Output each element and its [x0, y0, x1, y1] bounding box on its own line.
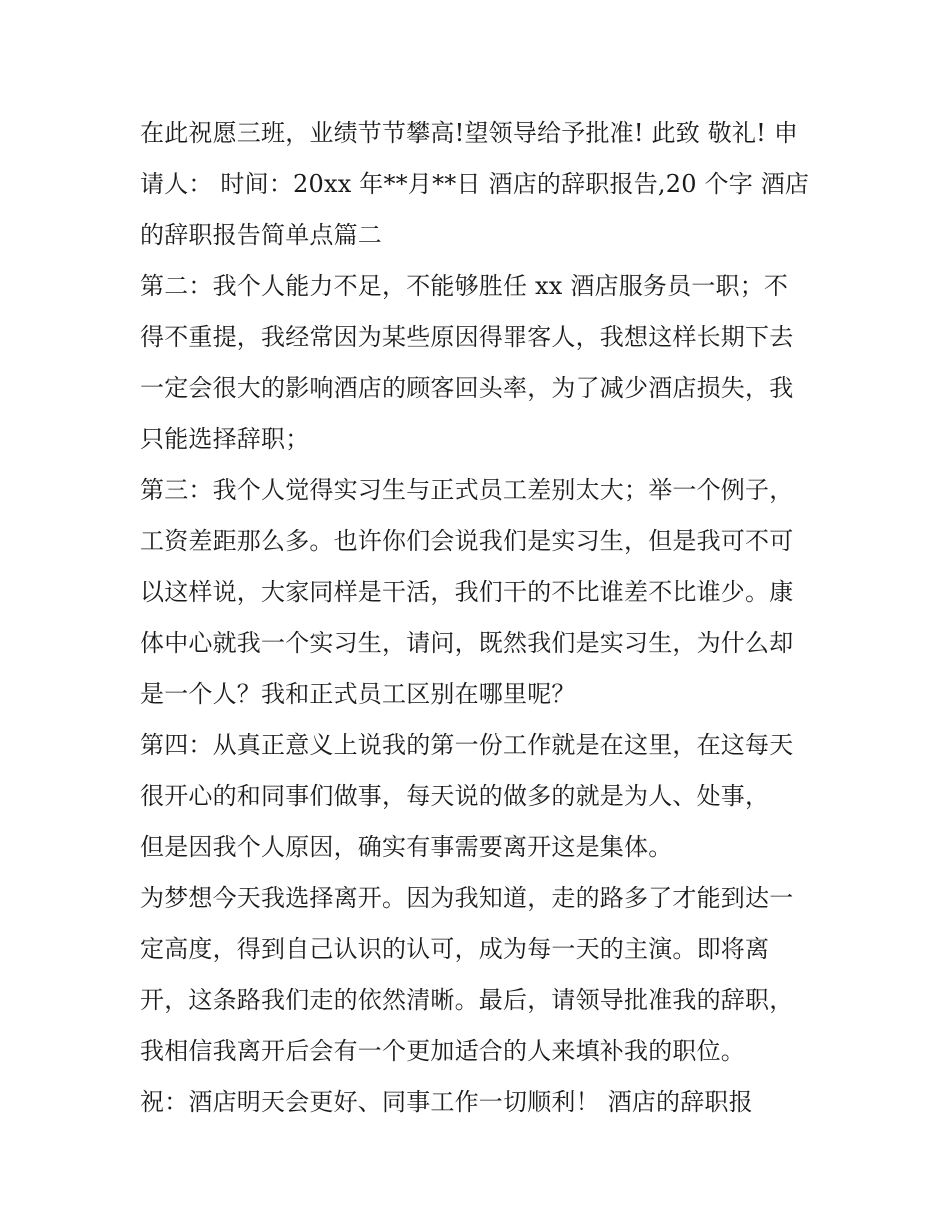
text-line: 以这样说，大家同样是干活，我们干的不比谁差不比谁少。康: [140, 578, 794, 606]
text-line: 只能选择辞职；: [140, 425, 310, 453]
text-line: 第三：我个人觉得实习生与正式员工差别太大；举一个例子，: [140, 476, 794, 504]
text-line: 的辞职报告简单点篇二: [140, 221, 382, 249]
text-line: 为梦想今天我选择离开。因为我知道，走的路多了才能到达一: [140, 884, 794, 912]
text-line: 开，这条路我们走的依然清晰。最后，请领导批准我的辞职，: [140, 986, 794, 1014]
text-line: 得不重提，我经常因为某些原因得罪客人，我想这样长期下去: [140, 323, 794, 351]
text-line: 很开心的和同事们做事，每天说的做多的就是为人、处事，: [140, 782, 770, 810]
text-line: 是一个人？我和正式员工区别在哪里呢？: [140, 680, 576, 708]
text-line: 第四：从真正意义上说我的第一份工作就是在这里，在这每天: [140, 731, 794, 759]
text-line: 但是因我个人原因，确实有事需要离开这是集体。: [140, 833, 673, 861]
text-line: 请人： 时间：20xx 年**月**日 酒店的辞职报告,20 个字 酒店: [140, 170, 810, 198]
text-line: 定高度，得到自己认识的认可，成为每一天的主演。即将离: [140, 935, 770, 963]
text-line: 祝：酒店明天会更好、同事工作一切顺利！ 酒店的辞职报: [140, 1088, 753, 1116]
text-line: 我相信我离开后会有一个更加适合的人来填补我的职位。: [140, 1037, 745, 1065]
text-line: 一定会很大的影响酒店的顾客回头率，为了减少酒店损失，我: [140, 374, 794, 402]
text-line: 在此祝愿三班，业绩节节攀高!望领导给予批准! 此致 敬礼! 申: [140, 119, 799, 147]
document-body: [140, 108, 820, 1128]
text-line: 第二：我个人能力不足，不能够胜任 xx 酒店服务员一职；不: [140, 272, 789, 300]
text-line: 体中心就我一个实习生，请问，既然我们是实习生，为什么却: [140, 629, 794, 657]
text-line: 工资差距那么多。也许你们会说我们是实习生，但是我可不可: [140, 527, 794, 555]
